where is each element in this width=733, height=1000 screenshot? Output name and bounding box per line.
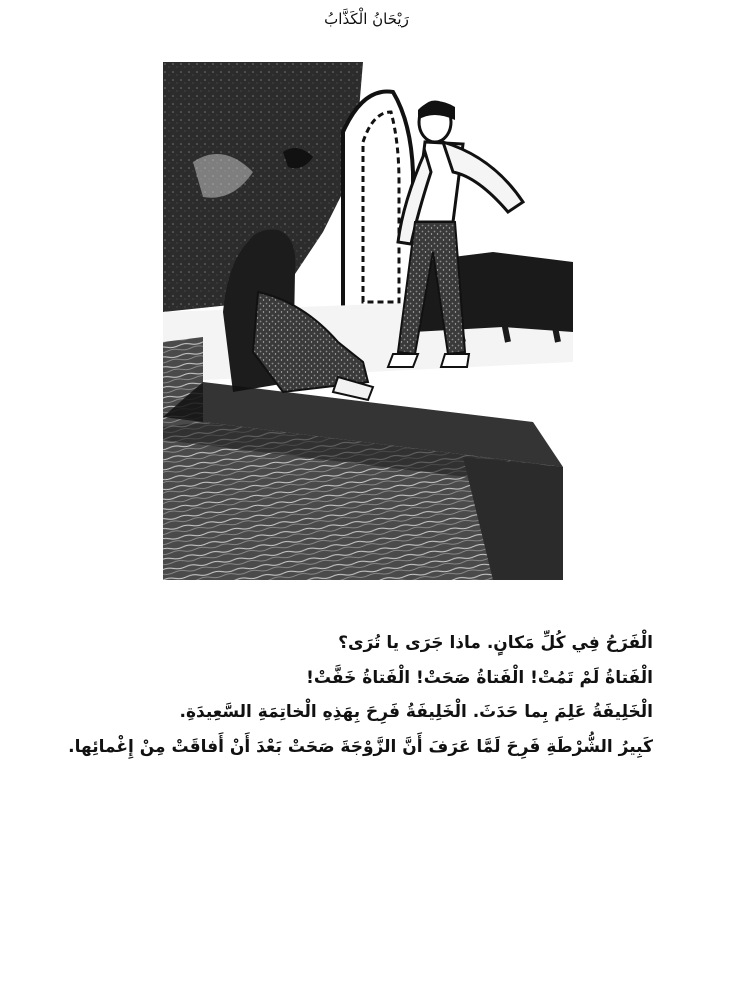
story-line: الْفَرَحُ فِي كُلِّ مَكانٍ. ماذا جَرَى يا تُرَى؟ [338,633,653,653]
running-head: رَيْحَانُ الْكَذَّابُ [324,10,409,28]
story-line: كَبِيرُ الشُّرْطَةِ فَرِحَ لَمَّا عَرَفَ أَنَّ الزَّوْجَةَ صَحَتْ بَعْدَ أَنْ أَفاقَتْ مِنْ إِغْمائِها. [68,736,653,757]
story-line: الْخَلِيفَةُ عَلِمَ بِما حَدَثَ. الْخَلِيفَةُ فَرِحَ بِهَذِهِ الْخاتِمَةِ السَّعِيدَةِ. [179,702,653,722]
woman-in-coffin-illustration-icon [163,62,573,580]
story-text [68,626,653,764]
illustration [163,62,573,580]
story-line: الْفَتاةُ لَمْ تَمُتْ! الْفَتاةُ صَحَتْ! الْفَتاةُ خَفَّتْ! [306,667,653,688]
